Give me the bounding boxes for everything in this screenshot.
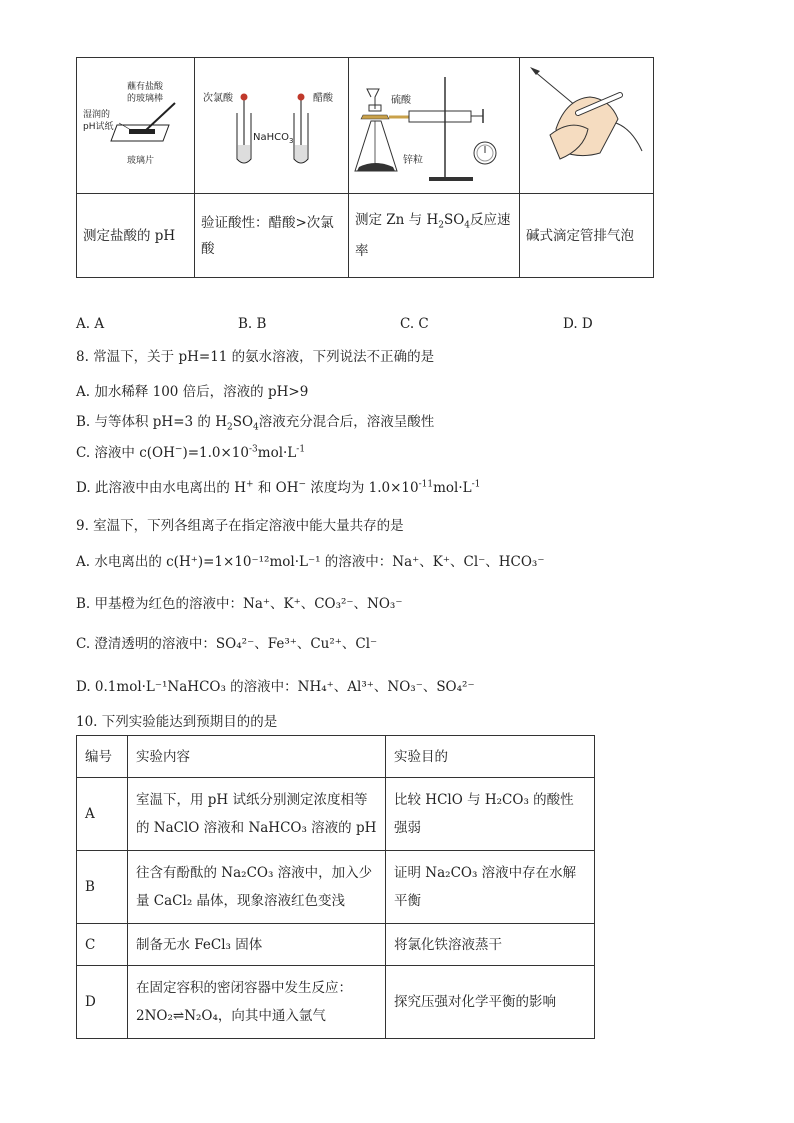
header-goal: 实验目的 xyxy=(386,736,595,778)
q8-option-b[interactable]: B. 与等体积 pH=3 的 $H_2SO_4$溶液充分混合后，溶液呈酸性 xyxy=(76,414,435,433)
row-goal: 证明 Na₂CO₃ 溶液中存在水解平衡 xyxy=(386,851,595,924)
row-goal: 将氯化铁溶液蒸干 xyxy=(386,924,595,966)
row-content: 制备无水 FeCl₃ 固体 xyxy=(128,924,386,966)
q7-option-b[interactable]: B. B xyxy=(238,316,267,332)
label-nahco3: NaHCO$_3$ xyxy=(253,132,294,145)
caption-acid-compare: 验证酸性：醋酸>次氯酸 xyxy=(195,194,349,278)
q8-option-d[interactable]: D. 此溶液中由水电离出的 H+ 和 OH− 浓度均为 $1.0\times 10^{-11}mol\cdot L^{-1}$ xyxy=(76,479,481,496)
header-id: 编号 xyxy=(77,736,128,778)
table-row xyxy=(77,851,595,924)
figure-burette-bubble xyxy=(520,58,654,194)
q10-stem: 10. 下列实验能达到预期目的的是 xyxy=(76,714,278,730)
row-content: 往含有酚酞的 Na₂CO₃ 溶液中，加入少量 CaCl₂ 晶体，现象溶液红色变浅 xyxy=(128,851,386,924)
q7-figure-table xyxy=(76,57,654,278)
row-goal: 比较 HClO 与 H₂CO₃ 的酸性强弱 xyxy=(386,778,595,851)
label-glass-rod-1: 蘸有盐酸 xyxy=(127,82,164,92)
figure-ph-test xyxy=(77,58,195,194)
row-id: B xyxy=(77,851,128,924)
label-hclo: 次氯酸 xyxy=(203,93,233,104)
row-content: 室温下，用 pH 试纸分别测定浓度相等的 NaClO 溶液和 NaHCO₃ 溶液的 pH xyxy=(128,778,386,851)
q7-option-c[interactable]: C. C xyxy=(400,316,429,332)
label-ph-paper: pH试纸 xyxy=(83,122,114,132)
label-wet-1: 湿润的 xyxy=(83,110,111,120)
q9-stem: 9. 室温下，下列各组离子在指定溶液中能大量共存的是 xyxy=(76,518,404,534)
q9-option-a[interactable]: A. 水电离出的 c(H⁺)=1×10⁻¹²mol·L⁻¹ 的溶液中：Na⁺、K⁺、Cl⁻、HCO₃⁻ xyxy=(76,554,545,570)
table-row xyxy=(77,924,595,966)
table-row xyxy=(77,966,595,1039)
label-zinc: 锌粒 xyxy=(403,155,423,166)
q9-option-c[interactable]: C. 澄清透明的溶液中：SO₄²⁻、Fe³⁺、Cu²⁺、Cl⁻ xyxy=(76,636,378,652)
label-glass-rod-2: 的玻璃棒 xyxy=(127,94,164,104)
label-acetic: 醋酸 xyxy=(313,93,333,104)
label-sulfuric: 硫酸 xyxy=(391,95,411,106)
q7-option-d[interactable]: D. D xyxy=(563,316,593,332)
header-content: 实验内容 xyxy=(128,736,386,778)
q7-option-a[interactable]: A. A xyxy=(76,316,105,332)
figure-zn-rate xyxy=(349,58,520,194)
caption-burette: 碱式滴定管排气泡 xyxy=(520,194,654,278)
row-content: 在固定容积的密闭容器中发生反应：2NO₂⇌N₂O₄，向其中通入氩气 xyxy=(128,966,386,1039)
caption-zn-rate: 测定 Zn 与 $H_2SO_4$反应速率 xyxy=(349,194,520,278)
q8-stem: 8. 常温下，关于 pH=11 的氨水溶液，下列说法不正确的是 xyxy=(76,349,435,365)
q9-option-d[interactable]: D. 0.1mol·L⁻¹NaHCO₃ 的溶液中：NH₄⁺、Al³⁺、NO₃⁻、SO₄²⁻ xyxy=(76,679,475,695)
q8-option-a[interactable]: A. 加水稀释 100 倍后，溶液的 pH>9 xyxy=(76,384,309,400)
q9-option-b[interactable]: B. 甲基橙为红色的溶液中：Na⁺、K⁺、CO₃²⁻、NO₃⁻ xyxy=(76,596,403,612)
figure-acid-compare xyxy=(195,58,349,194)
q8-option-c[interactable]: C. 溶液中 $c(OH^-)=1.0\times 10^{-3}mol\cdot L^{-1}$ xyxy=(76,444,306,461)
label-glass-slide: 玻璃片 xyxy=(127,156,155,166)
row-id: A xyxy=(77,778,128,851)
q10-table xyxy=(76,735,595,1039)
row-goal: 探究压强对化学平衡的影响 xyxy=(386,966,595,1039)
row-id: C xyxy=(77,924,128,966)
table-row xyxy=(77,778,595,851)
caption-ph-test: 测定盐酸的 pH xyxy=(77,194,195,278)
row-id: D xyxy=(77,966,128,1039)
